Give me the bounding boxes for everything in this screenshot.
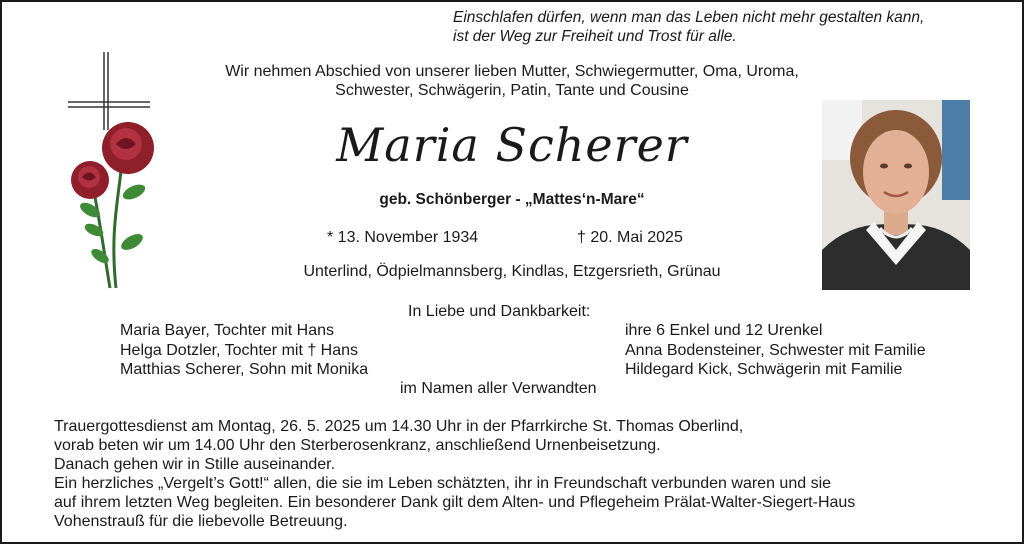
mourner-right-1: ihre 6 Enkel und 12 Urenkel — [625, 322, 823, 339]
born-name: geb. Schönberger - „Mattes‘n-Mare“ — [379, 191, 645, 208]
mourner-left-2: Helga Dotzler, Tochter mit † Hans — [120, 342, 359, 359]
birth-date: * 13. November 1934 — [327, 229, 479, 246]
mourner-left-1: Maria Bayer, Tochter mit Hans — [120, 322, 335, 339]
notice-line-4: Ein herzliches „Vergelt’s Gott!“ allen, die sie im Leben schätzten, ihr in Freundschaft verbunden waren und sie — [54, 475, 832, 492]
quote-line-1: Einschlafen dürfen, wenn man das Leben nicht mehr gestalten kann, — [453, 9, 925, 26]
mourners-footer: im Namen aller Verwandten — [400, 380, 597, 397]
deceased-name: Maria Scherer — [336, 118, 688, 172]
notice-line-3: Danach gehen wir in Stille auseinander. — [54, 456, 336, 473]
notice-line-2: vorab beten wir um 14.00 Uhr den Sterberosenkranz, anschließend Urnenbeisetzung. — [54, 437, 661, 454]
notice-line-6: Vohenstrauß für die liebevolle Betreuung. — [54, 513, 348, 530]
mourner-right-2: Anna Bodensteiner, Schwester mit Familie — [625, 342, 926, 359]
portrait-photo — [822, 100, 970, 290]
intro-line-1: Wir nehmen Abschied von unserer lieben Mutter, Schwiegermutter, Oma, Uroma, — [225, 63, 799, 80]
service-notice — [54, 417, 855, 531]
mourners-heading: In Liebe und Dankbarkeit: — [408, 303, 591, 320]
mourner-right-3: Hildegard Kick, Schwägerin mit Familie — [625, 361, 903, 378]
death-date: † 20. Mai 2025 — [577, 229, 683, 246]
notice-line-1: Trauergottesdienst am Montag, 26. 5. 2025 um 14.30 Uhr in der Pfarrkirche St. Thomas Oberlind, — [54, 418, 744, 435]
places-list: Unterlind, Ödpielmannsberg, Kindlas, Etzgersrieth, Grünau — [303, 263, 721, 280]
quote-line-2: ist der Weg zur Freiheit und Trost für alle. — [453, 28, 737, 45]
notice-line-5: auf ihrem letzten Weg begleiten. Ein besonderer Dank gilt dem Alten- und Pflegeheim Prälat-Walter-Siegert-Haus — [54, 494, 856, 511]
mourner-left-3: Matthias Scherer, Sohn mit Monika — [120, 361, 369, 378]
intro-line-2: Schwester, Schwägerin, Patin, Tante und Cousine — [335, 82, 689, 99]
